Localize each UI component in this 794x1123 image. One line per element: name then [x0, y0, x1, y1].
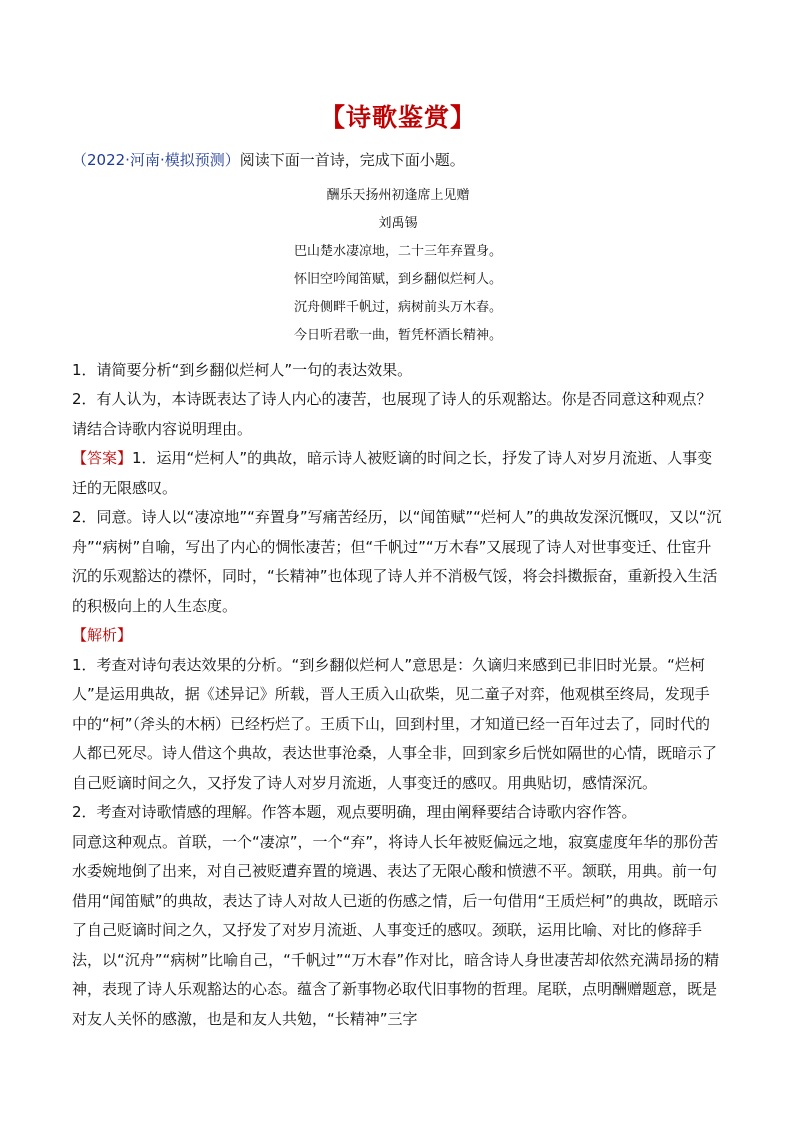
poem-line: 沉舟侧畔千帆过，病树前头万木春。 [293, 299, 502, 315]
analysis-item-1: 1．考查对诗句表达效果的分析。“到乡翻似烂柯人”意思是：久谪归来感到已非旧时光景。“烂柯人”是运用典故，据《述异记》所载，晋人王质入山砍柴，见二童子对弈，他观棋至终局，发现手中的“柯”（斧头的木柄）已经朽烂了。王质下山，回到村里，才知道已经一百年过去了，同时代的人都已死尽。诗人借这个典故，表达世事沧桑，人事全非，回到家乡后恍如隔世的心情，既暗示了自己贬谪时间之久，又抒发了诗人对岁月流逝，人事变迁的感叹。用典贴切，感情深沉。 [72, 655, 718, 792]
analysis-item-3: 同意这种观点。首联，一个“凄凉”，一个“弃”，将诗人长年被贬偏远之地，寂寞虚度年华的那份苦水委婉地倒了出来，对自己被贬遭弃置的境遇、表达了无限心酸和愤懑不平。颔联，用典。前一句借用“闻笛赋”的典故，表达了诗人对故人已逝的伤感之情，后一句借用“王质烂柯”的典故，既暗示了自己贬谪时间之久，又抒发了对岁月流逝、人事变迁的感叹。颈联，运用比喻、对比的修辞手法，以“沉舟”“病树”比喻自己，“千帆过”“万木春”作对比，暗含诗人身世凄苦却依然充满昂扬的精神，表现了诗人乐观豁达的心态。蕴含了新事物必取代旧事物的哲理。尾联，点明酬赠题意，既是对友人关怀的感激，也是和友人共勉，“长精神”三字 [72, 832, 720, 1028]
answer-item-1 [72, 444, 724, 503]
question-1: 1．请简要分析“到乡翻似烂柯人”一句的表达效果。 [72, 360, 413, 379]
poem-line: 怀旧空吟闻笛赋，到乡翻似烂柯人。 [293, 271, 502, 287]
poem-line: 今日听君歌一曲，暂凭杯酒长精神。 [293, 327, 502, 343]
document-page [72, 98, 724, 1034]
analysis-item-2: 2．考查对诗歌情感的理解。作答本题，观点要明确，理由阐释要结合诗歌内容作答。 [72, 803, 637, 821]
analysis-heading [72, 621, 724, 651]
poem-title: 酬乐天扬州初逢席上见赠 [326, 187, 470, 203]
section-title: 【诗歌鉴赏】 [319, 103, 476, 132]
intro-paragraph [72, 146, 724, 176]
answer-tag: 【答案】 [72, 449, 133, 467]
poem-line: 巴山楚水凄凉地，二十三年弃置身。 [293, 243, 502, 259]
intro-text: 阅读下面一首诗，完成下面小题。 [239, 151, 465, 169]
answer-text-1: 1．运用“烂柯人”的典故，暗示诗人被贬谪的时间之长，抒发了诗人对岁月流逝、人事变迁的无限感叹。 [72, 449, 713, 497]
analysis-tag: 【解析】 [72, 626, 133, 644]
answer-item-2: 2．同意。诗人以“凄凉地”“弃置身”写痛苦经历，以“闻笛赋”“烂柯人”的典故发深沉慨叹，又以“沉舟”“病树”自喻，写出了内心的惆怅凄苦；但“千帆过”“万木春”又展现了诗人对世事变迁、仕宦升沉的乐观豁达的襟怀，同时，“长精神”也体现了诗人并不消极气馁，将会抖擞振奋，重新投入生活的积极向上的人生态度。 [72, 508, 722, 615]
poem-author: 刘禹锡 [378, 215, 418, 231]
question-source: （2022·河南·模拟预测） [72, 151, 240, 169]
question-2: 2．有人认为，本诗既表达了诗人内心的凄苦，也展现了诗人的乐观豁达。你是否同意这种观点？请结合诗歌内容说明理由。 [72, 390, 712, 438]
poem-block [72, 182, 724, 350]
